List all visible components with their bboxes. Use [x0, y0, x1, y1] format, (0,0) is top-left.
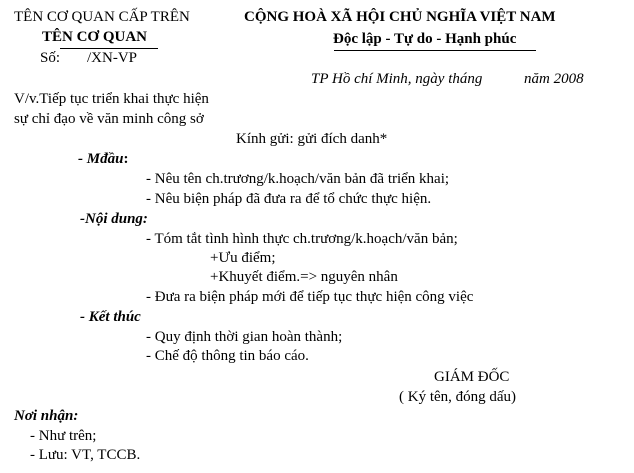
section-heading-content: -Nội dung: [80, 211, 148, 227]
motto-underline [334, 50, 536, 51]
section-heading-opening-label: - Mđầu [78, 151, 124, 167]
opening-item: - Nêu tên ch.trương/k.hoạch/văn bản đã triển khai; [146, 171, 450, 187]
national-motto: Độc lập - Tự do - Hạnh phúc [333, 31, 517, 47]
recipient-item: - Như trên; [30, 428, 97, 444]
section-heading-opening [78, 150, 128, 168]
date-year: năm 2008 [524, 71, 584, 87]
signature-note: ( Ký tên, đóng dấu) [399, 389, 517, 405]
content-item: - Tóm tắt tình hình thực ch.trương/k.hoạch/văn bản; [146, 231, 458, 247]
section-heading-closing: - Kết thúc [80, 309, 141, 325]
section-heading-opening-colon: : [123, 151, 129, 167]
content-item: - Đưa ra biện pháp mới để tiếp tục thực hiện công việc [146, 289, 474, 305]
content-subitem-weaknesses: +Khuyết điểm.=> nguyên nhân [210, 269, 398, 285]
recipients-heading: Nơi nhận: [14, 408, 79, 424]
signature-title: GIÁM ĐỐC [434, 369, 510, 385]
document-number-suffix: /XN-VP [87, 50, 138, 66]
subject-line-1: V/v.Tiếp tục triển khai thực hiện [14, 91, 209, 107]
document-number-label: Số: [40, 50, 61, 66]
content-subitem-strengths: +Ưu điểm; [210, 250, 276, 266]
place-date: TP Hồ chí Minh, ngày tháng [311, 71, 483, 87]
agency-name: TÊN CƠ QUAN [42, 29, 148, 45]
salutation: Kính gửi: gửi đích danh* [236, 131, 388, 147]
closing-item: - Quy định thời gian hoàn thành; [146, 329, 343, 345]
subject-line-2: sự chỉ đạo về văn minh công sở [14, 111, 204, 127]
opening-item: - Nêu biện pháp đã đưa ra để tổ chức thực hiện. [146, 191, 432, 207]
parent-agency-name: TÊN CƠ QUAN CẤP TRÊN [14, 9, 190, 25]
national-title: CỘNG HOÀ XÃ HỘI CHỦ NGHĨA VIỆT NAM [244, 9, 556, 25]
recipient-item: - Lưu: VT, TCCB. [30, 447, 141, 463]
closing-item: - Chế độ thông tin báo cáo. [146, 348, 309, 364]
